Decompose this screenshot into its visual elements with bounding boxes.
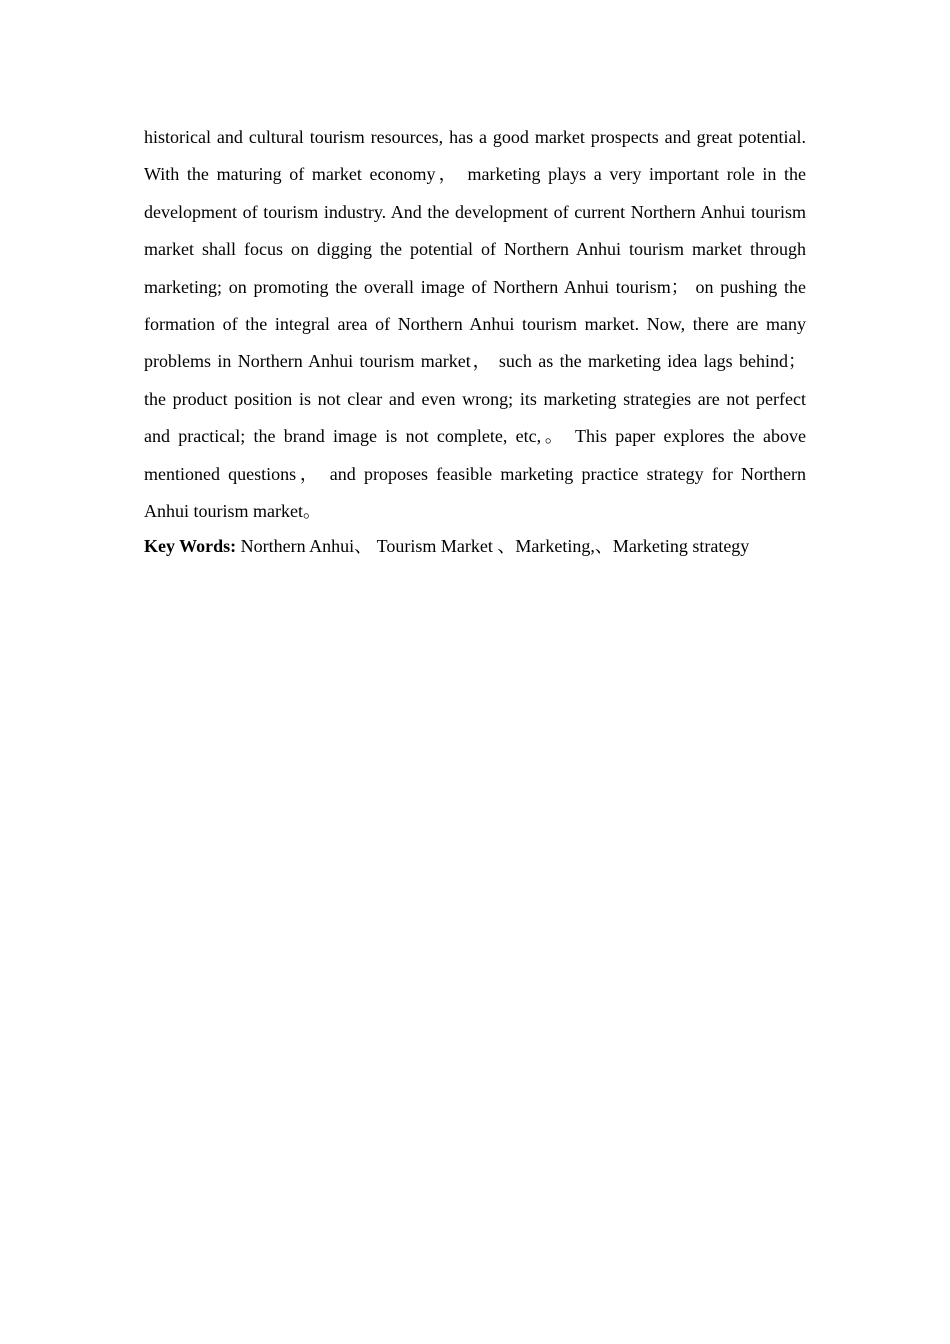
abstract-paragraph: historical and cultural tourism resources, has a good market prospects and great potential. With the maturing of market economy， marketing plays a very important role in the development of tourism industry. And the development of current Northern Anhui tourism market shall focus on digging the potential of Northern Anhui tourism market through marketing; on promoting the overall image of Northern Anhui tourism； on pushing the formation of the integral area of Northern Anhui tourism market. Now, there are many problems in Northern Anhui tourism market， such as the marketing idea lags behind； the product position is not clear and even wrong; its marketing strategies are not perfect and practical; the brand image is not complete, etc,。 This paper explores the above mentioned questions， and proposes feasible marketing practice strategy for Northern Anhui tourism market。 bbox=[144, 127, 806, 522]
keywords-values: Northern Anhui、 Tourism Market 、Marketing,、Marketing strategy bbox=[236, 536, 750, 557]
abstract-section bbox=[144, 119, 806, 565]
keywords-line bbox=[144, 528, 806, 565]
keywords-label: Key Words: bbox=[144, 536, 237, 557]
